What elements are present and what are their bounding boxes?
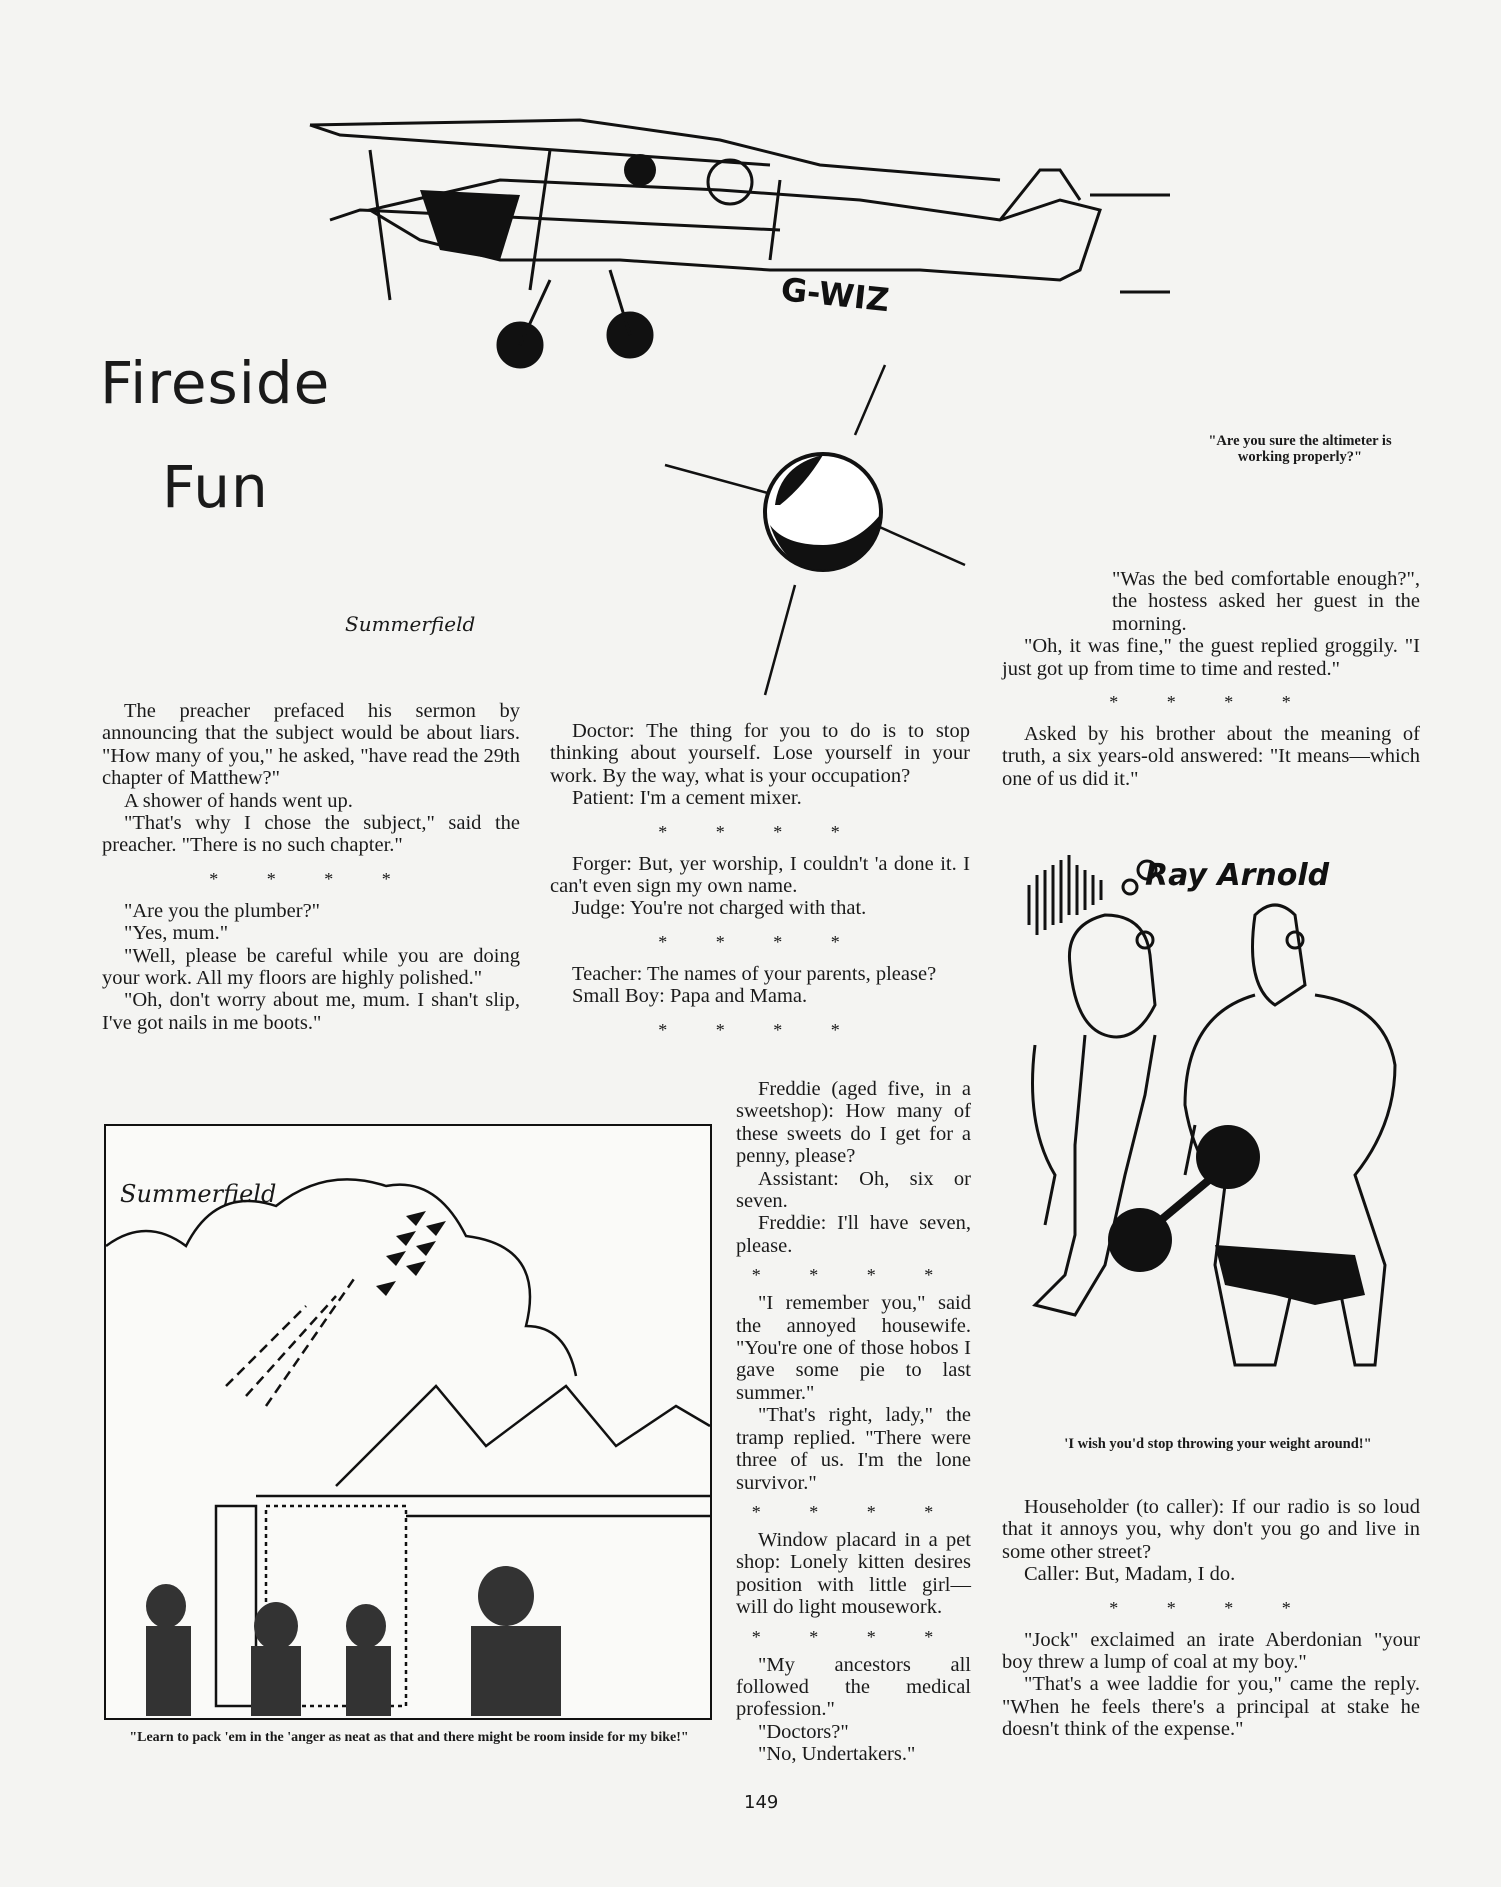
page-number: 149 — [744, 1792, 779, 1813]
col2b-para: "I remember you," said the annoyed housewife. "You're one of those hobos I gave some pie to last summer." — [736, 1292, 971, 1404]
cartoon-signature: Ray Arnold — [1145, 858, 1330, 893]
separator-stars: * * * * — [209, 868, 413, 889]
separator-stars: * * * * — [1109, 692, 1313, 713]
trunks — [1215, 1245, 1365, 1305]
col2b-para: "That's right, lady," the tramp replied. "There were three of us. I'm the lone survivor." — [736, 1404, 971, 1494]
column-2 — [550, 720, 970, 1051]
title-line2: Fun — [162, 453, 269, 521]
separator-stars: * * * * — [751, 1501, 956, 1522]
separator-stars: * * * * — [658, 1019, 862, 1040]
column-1 — [102, 700, 520, 1034]
plane-caption: "Are you sure the altimeter is working properly?" — [1208, 433, 1392, 465]
col1-para: "Yes, mum." — [124, 922, 229, 945]
separator-stars: * * * * — [751, 1265, 956, 1286]
passenger-head — [708, 160, 752, 204]
separator-stars: * * * * — [658, 931, 862, 952]
col3-para: Householder (to caller): If our radio is so loud that it annoys you, why don't you go and live in some other street? — [1002, 1496, 1420, 1563]
col1-para: "Well, please be careful while you are doing your work. All my floors are highly polished." — [102, 944, 520, 990]
hangar-cartoon-signature: Summerfield — [120, 1180, 277, 1208]
col3-para: "Was the bed comfortable enough?", the hostess asked her guest in the morning. — [1112, 568, 1420, 635]
column-2-narrow — [736, 1078, 971, 1766]
col2b-para: Freddie (aged five, in a sweetshop): How many of these sweets do I get for a penny, please? — [736, 1078, 971, 1168]
col2b-para: Assistant: Oh, six or seven. — [736, 1167, 971, 1213]
hangar-illustration — [106, 1126, 710, 1718]
plane-registration: G-WIZ — [779, 270, 892, 320]
hangar-caption: "Learn to pack 'em in the 'anger as neat as that and there might be room inside for my bike!" — [129, 1730, 689, 1745]
col2b-para: "Doctors?" — [758, 1720, 849, 1743]
col3-para: Asked by his brother about the meaning of truth, a six years-old answered: "It means—which one of us did it." — [1002, 723, 1420, 790]
col2-para: Teacher: The names of your parents, please? — [572, 962, 937, 985]
hangar-roof — [336, 1386, 710, 1486]
tail-fin — [1000, 170, 1080, 220]
col1-para: "Are you the plumber?" — [124, 899, 321, 922]
weightlifter-caption: 'I wish you'd stop throwing your weight around!" — [1064, 1436, 1372, 1452]
col2b-para: Window placard in a pet shop: Lonely kitten desires position with little girl—will do light mousework. — [736, 1528, 971, 1619]
separator-stars: * * * * — [1109, 1597, 1313, 1618]
airmen — [146, 1566, 561, 1716]
col3-para: Caller: But, Madam, I do. — [1024, 1563, 1236, 1586]
column-3-bottom — [1002, 1496, 1420, 1741]
cloud — [106, 1179, 576, 1376]
dumbbell-weight — [1196, 1125, 1260, 1189]
strongman-head — [1253, 905, 1306, 1005]
weightlifter-cartoon — [1015, 845, 1425, 1410]
col3-para: "That's a wee laddie for you," came the reply. "When he feels there's a principal at stake he doesn't think of the expense." — [1002, 1673, 1420, 1741]
hangar-cartoon-frame — [104, 1124, 712, 1720]
dumbbell-weight — [1108, 1208, 1172, 1272]
separator-stars: * * * * — [751, 1626, 956, 1647]
formation-jets — [376, 1211, 446, 1296]
col2-para: Forger: But, yer worship, I couldn't 'a done it. I can't even sign my own name. — [550, 852, 970, 898]
col2-para: Doctor: The thing for you to do is to stop thinking about yourself. Lose yourself in your work. By the way, what is your occupation? — [550, 720, 970, 787]
man-head — [1069, 915, 1155, 1037]
cockpit-shadow — [420, 190, 520, 260]
col2-para: Small Boy: Papa and Mama. — [572, 985, 808, 1008]
title-line1: Fireside — [100, 349, 331, 417]
page-title — [100, 349, 331, 417]
col1-para: A shower of hands went up. — [124, 789, 353, 812]
col1-para: "Oh, don't worry about me, mum. I shan't slip, I've got nails in me boots." — [102, 989, 520, 1034]
col1-para: The preacher prefaced his sermon by announcing that the subject would be about liars. "How many of you," he asked, "have read the 29th chapter of Matthew?" — [102, 700, 520, 790]
col2b-para: "My ancestors all followed the medical profession." — [736, 1653, 971, 1721]
separator-stars: * * * * — [658, 821, 862, 842]
col1-para: "That's why I chose the subject," said the preacher. "There is no such chapter." — [102, 812, 520, 857]
man-body — [1035, 1035, 1155, 1315]
page-title-line2 — [162, 453, 269, 521]
title-signature: Summerfield — [345, 612, 476, 636]
col2-para: Judge: You're not charged with that. — [572, 897, 867, 920]
satellite-illustration — [655, 355, 975, 700]
col3-para: "Oh, it was fine," the guest replied groggily. "I just got up from time to time and rested." — [1002, 635, 1420, 680]
col2b-para: Freddie: I'll have seven, please. — [736, 1212, 971, 1257]
col2b-para: "No, Undertakers." — [758, 1743, 916, 1766]
column-3-top — [1002, 568, 1420, 790]
col3-para: "Jock" exclaimed an irate Aberdonian "your boy threw a lump of coal at my boy." — [1002, 1628, 1420, 1674]
pilot-head — [624, 154, 656, 186]
col2-para: Patient: I'm a cement mixer. — [572, 787, 802, 810]
